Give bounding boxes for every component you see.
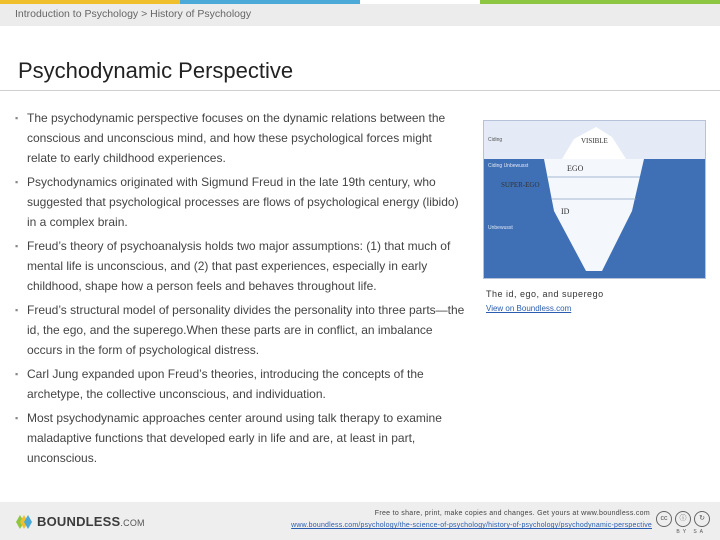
bullet-text: Psychodynamics originated with Sigmund Freud in the late 19th century, who suggested that psychological processes are flows of psychological energy (libido) in a complex brain. <box>27 175 459 229</box>
iceberg-figure[interactable] <box>483 120 706 279</box>
cc-license-badge[interactable] <box>656 511 710 527</box>
bullet-icon: ▪ <box>15 413 19 423</box>
footer-source-link[interactable]: www.boundless.com/psychology/the-science-of-psychology/history-of-psychology/psychodynamic-perspective <box>291 522 652 529</box>
bullet-icon: ▪ <box>15 113 19 123</box>
label-visible: VISIBLE <box>581 137 608 145</box>
boundless-logo-icon <box>16 515 32 529</box>
bullet-item <box>15 236 465 296</box>
figure-caption: The id, ego, and superego <box>486 289 604 299</box>
bullet-text: Most psychodynamic approaches center around using talk therapy to examine maladaptive functions that developed early in life and are, at least in part, unconscious. <box>27 411 442 465</box>
bullet-item <box>15 172 465 232</box>
bullet-item <box>15 364 465 404</box>
bullet-icon: ▪ <box>15 177 19 187</box>
label-id: ID <box>561 207 570 216</box>
bullet-icon: ▪ <box>15 305 19 315</box>
label-conscious: Ciding <box>488 137 503 143</box>
cc-icon: cc <box>656 511 672 527</box>
bullet-item <box>15 408 465 468</box>
boundless-logo[interactable] <box>16 514 145 529</box>
by-icon: ⓘ <box>675 511 691 527</box>
breadcrumb[interactable]: Introduction to Psychology > History of Psychology <box>15 8 252 20</box>
bullet-item <box>15 108 465 168</box>
bullet-icon: ▪ <box>15 241 19 251</box>
label-ego: EGO <box>567 164 584 173</box>
footer-license-note: Free to share, print, make copies and changes. Get yours at www.boundless.com <box>374 510 650 517</box>
page-title: Psychodynamic Perspective <box>18 58 294 83</box>
bullet-text: The psychodynamic perspective focuses on the dynamic relations between the conscious and unconscious mind, and how these psychological forces might relate to early childhood experiences. <box>27 111 446 165</box>
label-unconscious: Unbewusst <box>488 225 513 231</box>
bullet-text: Freud’s structural model of personality divides the personality into three parts—the id, the ego, and the superego.When these parts are in conflict, an imbalance occurs in the form of psychological distress. <box>27 303 465 357</box>
title-divider <box>0 90 720 91</box>
bullet-text: Carl Jung expanded upon Freud’s theories, introducing the concepts of the archetype, the collective unconscious, and individuation. <box>27 367 424 401</box>
view-on-boundless-link[interactable]: View on Boundless.com <box>486 304 572 313</box>
footer <box>0 502 720 540</box>
breadcrumb-bar <box>0 4 720 26</box>
label-superego: SUPER-EGO <box>501 181 540 189</box>
bullet-text: Freud’s theory of psychoanalysis holds two major assumptions: (1) that much of mental life is unconscious, and (2) that past experiences, especially in early childhood, shape how a person feels and behaves throughout life. <box>27 239 451 293</box>
label-preconscious: Ciding Unbewusst <box>488 163 529 169</box>
bullet-icon: ▪ <box>15 369 19 379</box>
logo-text: BOUNDLESS.COM <box>37 514 145 529</box>
iceberg-illustration <box>484 121 705 278</box>
bullet-list <box>15 108 465 472</box>
cc-license-labels: BY SA <box>676 529 706 535</box>
sa-icon: ↻ <box>694 511 710 527</box>
bullet-item <box>15 300 465 360</box>
